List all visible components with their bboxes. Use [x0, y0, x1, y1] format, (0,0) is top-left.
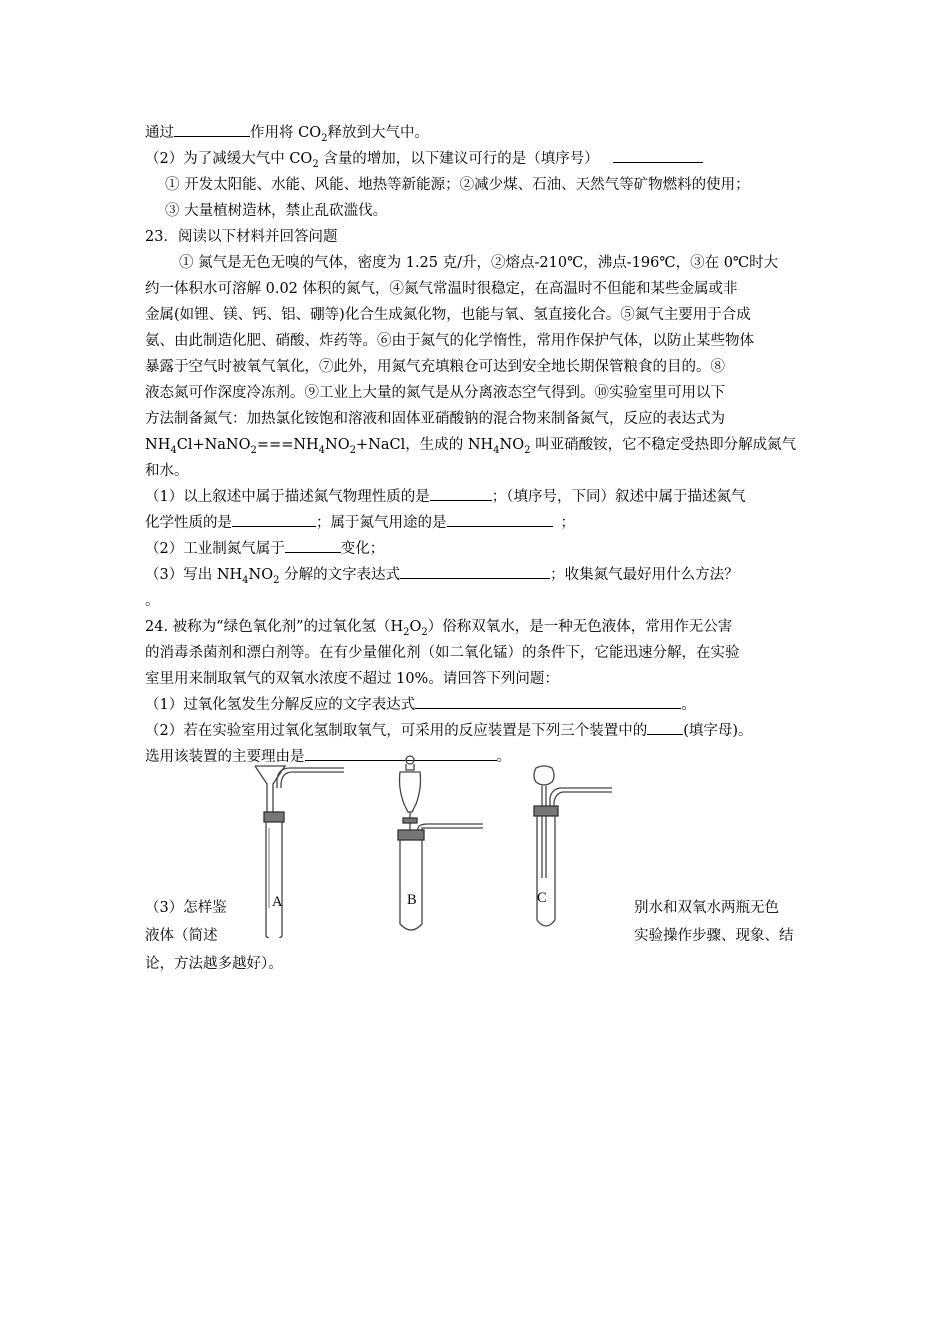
q23-text-line: 和水。 [145, 463, 189, 479]
text: 含量的增加，以下建议可行的是（填序号） [318, 151, 599, 167]
answer-blank[interactable] [285, 536, 341, 553]
text: O [409, 619, 422, 635]
text: （3）写出 NH [145, 567, 243, 583]
text: （3）怎样鉴 [145, 900, 227, 916]
text: 分解的文字表达式 [279, 567, 401, 583]
label-b: B [407, 892, 417, 908]
text: （2）工业制氮气属于 [145, 541, 285, 557]
answer-blank[interactable] [174, 120, 250, 137]
q24-part1 [145, 692, 810, 718]
subscript: 2 [312, 158, 319, 170]
text: 选用该装置的主要理由是 [145, 749, 305, 765]
q23-text-line: 氨、由此制造化肥、硝酸、炸药等。⑥由于氮气的化学惰性，常用作保护气体，以防止某些物体 [145, 333, 754, 349]
text: NO [325, 437, 350, 453]
q24-part2 [145, 718, 810, 744]
text: ===NH [256, 437, 319, 453]
q24-text-line: 的消毒杀菌剂和漂白剂等。在有少量催化剂（如二氧化锰）的条件下，它能迅速分解，在实验 [145, 645, 740, 661]
q23-question1-cont [145, 510, 810, 536]
text: 。 [496, 749, 511, 765]
text: NH [145, 437, 171, 453]
text: 别水和双氧水两瓶无色 [634, 900, 779, 916]
subscript: 4 [318, 444, 326, 456]
answer-blank[interactable] [400, 562, 550, 579]
answer-blank[interactable] [647, 718, 683, 735]
apparatus-a [255, 766, 344, 938]
answer-blank[interactable] [232, 510, 316, 527]
text: 24. 被称为“绿色氧化剂”的过氧化氢（H [145, 619, 404, 635]
text: 实验操作步骤、现象、结 [634, 928, 794, 944]
subscript: 4 [493, 444, 500, 456]
subscript: 4 [242, 574, 249, 586]
subscript: 2 [273, 574, 280, 586]
q24-line1 [145, 614, 810, 640]
text: （1）以上叙述中属于描述氮气物理性质的是 [145, 489, 430, 505]
text: 作用将 CO [250, 125, 322, 141]
q22-option2: ③ 大量植树造林，禁止乱砍滥伐。 [165, 203, 388, 219]
answer-blank[interactable] [430, 484, 492, 501]
subscript: 2 [250, 444, 257, 456]
subscript: 2 [403, 626, 410, 638]
text: 变化； [340, 541, 385, 557]
q24-part3-right [634, 894, 794, 950]
text: ；属于氮气用途的是 [316, 515, 447, 531]
q23-equation-line [145, 432, 810, 458]
apparatus-figure [240, 748, 620, 938]
q23-question3 [145, 562, 810, 588]
text: 释放到大气中。 [327, 125, 429, 141]
q22-option1: ① 开发太阳能、水能、风能、地热等新能源；②减少煤、石油、天然气等矿物燃料的使用； [165, 177, 750, 193]
q22-line1 [145, 120, 810, 146]
text: （1）过氧化氢发生分解反应的文字表达式 [145, 697, 416, 713]
text: 。 [681, 697, 696, 713]
subscript: 2 [321, 132, 328, 144]
q23-question2 [145, 536, 810, 562]
text: （2）为了减缓大气中 CO [145, 151, 313, 167]
label-a: A [272, 894, 283, 910]
q23-text-line: 暴露于空气时被氧气氧化，⑦此外，用氮气充填粮仓可达到安全地长期保管粮食的目的。⑧ [145, 359, 725, 375]
subscript: 2 [421, 626, 428, 638]
text: （2）若在实验室用过氧化氢制取氧气，可采用的反应装置是下列三个装置中的 [145, 723, 648, 739]
subscript: 2 [349, 444, 356, 456]
q23-question1 [145, 484, 810, 510]
q23-text-line: 约一体积水可溶解 0.02 体积的氮气，④氮气常温时很稳定，在高温时不但能和某些金属或非 [145, 281, 738, 297]
text: (填字母)。 [683, 723, 753, 739]
answer-blank[interactable] [613, 146, 703, 163]
q23-question3-end: 。 [145, 593, 160, 609]
text: 叫亚硝酸铵，它不稳定受热即分解成氮气 [530, 437, 797, 453]
text: NO [499, 437, 525, 453]
text: ；（填序号，下同）叙述中属于描述氮气 [491, 489, 746, 505]
subscript: 2 [524, 444, 531, 456]
text: 液体（简述 [145, 928, 218, 944]
text: 通过 [145, 125, 174, 141]
text: +NaCl，生成的 NH [356, 437, 494, 453]
text: Cl+NaNO [176, 437, 251, 453]
text: 化学性质的是 [145, 515, 232, 531]
subscript: 4 [170, 444, 177, 456]
label-c: C [537, 890, 547, 906]
document-page [145, 120, 810, 770]
answer-blank[interactable] [415, 692, 681, 709]
text: 论，方法越多越好）。 [145, 956, 283, 972]
q22-part2 [145, 146, 810, 172]
q23-text-line: 方法制备氮气：加热氯化铵饱和溶液和固体亚硝酸钠的混合物来制备氮气，反应的表达式为 [145, 411, 725, 427]
text: ； [560, 515, 575, 531]
text: NO [248, 567, 274, 583]
answer-blank[interactable] [447, 510, 553, 527]
q23-text-line: ① 氮气是无色无嗅的气体，密度为 1.25 克/升，②熔点-210℃，沸点-196℃，③在 0℃时大 [179, 255, 779, 271]
q23-text-line: 金属(如锂、镁、钙、铝、硼等)化合生成氮化物，也能与氧、氢直接化合。⑤氮气主要用于合成 [145, 307, 751, 323]
text: ）俗称双氧水，是一种无色液体，常用作无公害 [427, 619, 733, 635]
q24-text-line: 室里用来制取氧气的双氧水浓度不超过 10%。请回答下列问题： [145, 671, 559, 687]
q23-text-line: 液态氮可作深度冷冻剂。⑨工业上大量的氮气是从分离液态空气得到。⑩实验室里可用以下 [145, 385, 725, 401]
q23-title: 23．阅读以下材料并回答问题 [145, 229, 338, 245]
text: ；收集氮气最好用什么方法？ [550, 567, 739, 583]
